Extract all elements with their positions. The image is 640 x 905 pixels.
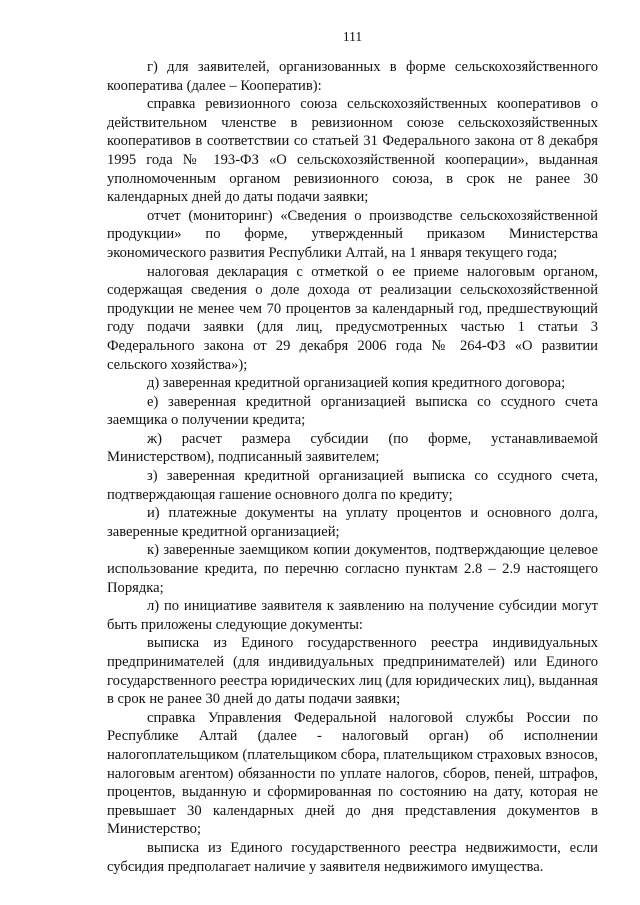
paragraph-loan-account-statement: е) заверенная кредитной организацией выписка со ссудного счета заемщика о получении кредита; — [107, 393, 598, 429]
paragraph-tax-authority-certificate: справка Управления Федеральной налоговой службы России по Республике Алтай (далее - налоговый орган) об исполнении налогоплательщиком (плательщиком сбора, плательщиком страховых взносов, налоговым агентом) обязанности по уплате налогов, сборов, пеней, штрафов, процентов, выданную и сформированная по состоянию на дату, которая не превышает 30 календарных дней до дня представления документов в Министерство; — [107, 709, 598, 838]
paragraph-tax-declaration: налоговая декларация с отметкой о ее приеме налоговым органом, содержащая сведения о доле дохода от реализации сельскохозяйственной продукции не менее чем 70 процентов за календарный год, предшествующий году подачи заявки (для лиц, предусмотренных частью 1 статьи 3 Федерального закона от 29 декабря 2006 года № 264-ФЗ «О развитии сельского хозяйства»); — [107, 263, 598, 373]
paragraph-payment-documents: и) платежные документы на уплату процентов и основного долга, заверенные кредитной организацией; — [107, 505, 598, 540]
paragraph-debt-repayment-statement: з) заверенная кредитной организацией выписка со ссудного счета, подтверждающая гашение основного долга по кредиту; — [107, 468, 598, 503]
paragraph-cooperative-heading: г) для заявителей, организованных в форме сельскохозяйственного кооператива (далее – Кооператив): — [107, 59, 598, 94]
document-page — [107, 28, 598, 876]
paragraph-targeted-use-documents: к) заверенные заемщиком копии документов, подтверждающие целевое использование кредита, по перечню согласно пунктам 2.8 – 2.9 настоящего Порядка; — [107, 542, 598, 596]
paragraph-loan-agreement-copy: д) заверенная кредитной организацией копия кредитного договора; — [147, 375, 566, 392]
paragraph-real-estate-register-extract: выписка из Единого государственного реестра недвижимости, если субсидия предполагает наличие у заявителя недвижимого имущества. — [107, 839, 598, 875]
paragraph-production-report: отчет (мониторинг) «Сведения о производстве сельскохозяйственной продукции» по форме, утвержденный приказом Министерства экономического развития Республики Алтай, на 1 января текущего года; — [107, 207, 598, 261]
paragraph-optional-documents-heading: л) по инициативе заявителя к заявлению на получение субсидии могут быть приложены следующие документы: — [107, 598, 598, 633]
paragraph-state-register-extract: выписка из Единого государственного реестра индивидуальных предпринимателей (для индивидуальных предпринимателей) или Единого государственного реестра юридических лиц (для юридических лиц), выданная в срок не ранее 30 дней до даты подачи заявки; — [107, 635, 598, 708]
paragraph-audit-union-certificate: справка ревизионного союза сельскохозяйственных кооперативов о действительном членстве в ревизионном союзе сельскохозяйственных кооперативов в соответствии со статьей 31 Федерального закона от 8 декабря 1995 года № 193-ФЗ «О сельскохозяйственной кооперации», выданная уполномоченным органом ревизионного союза, в срок не ранее 30 календарных дней до даты подачи заявки; — [107, 96, 598, 206]
paragraph-subsidy-calculation: ж) расчет размера субсидии (по форме, устанавливаемой Министерством), подписанный заявителем; — [107, 430, 598, 466]
page-number: 111 — [342, 29, 363, 44]
